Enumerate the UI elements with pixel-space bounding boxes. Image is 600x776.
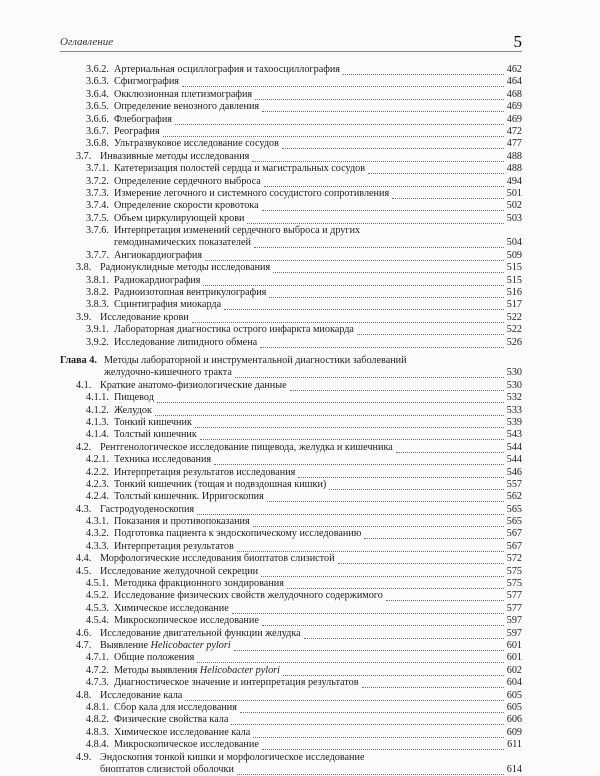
toc-entry-title: Толстый кишечник [114, 429, 197, 441]
toc-entry-title: Объем циркулирующей крови [114, 212, 245, 224]
toc-entry-page: 567 [506, 540, 522, 552]
toc-entry-page: 575 [506, 565, 522, 577]
toc-entry-page: 509 [506, 249, 522, 261]
toc-entry [0, 89, 600, 101]
toc-entry [0, 151, 600, 163]
toc-entry-title: Радионуклидные методы исследования [100, 262, 271, 274]
toc-entry-page: 577 [506, 590, 522, 602]
toc-leader-dots [205, 250, 504, 261]
toc-entry-number: 4.7. [76, 640, 92, 651]
toc-entry-number: 3.7.3. [86, 187, 109, 199]
toc-leader-dots [192, 312, 504, 323]
toc-entry [0, 690, 600, 702]
toc-entry-title: Исследование физических свойств желудочного содержимого [114, 590, 383, 602]
toc-leader-dots [304, 628, 504, 639]
toc-entry-number: 4.3.1. [86, 516, 109, 528]
toc-entry-page: 597 [506, 627, 522, 639]
toc-entry-page: 469 [506, 113, 522, 125]
toc-entry-number: 4.7.1. [86, 652, 109, 664]
toc-entry-page: 606 [506, 714, 522, 726]
toc-entry [0, 628, 600, 640]
toc-entry [0, 337, 600, 349]
toc-entry-title: Общие положения [114, 652, 195, 664]
toc-entry-number: 3.7.6. [86, 225, 109, 237]
toc-entry-title: Ангиокардиография [114, 249, 203, 261]
toc-entry-title: Диагностическое значение и интерпретация результатов [114, 677, 359, 689]
toc-leader-dots [224, 299, 504, 310]
toc-entry-page: 544 [506, 454, 522, 466]
toc-entry [0, 590, 600, 602]
header-rule [60, 51, 522, 52]
toc-entry [0, 454, 600, 466]
toc-entry-number: 4.7.2. [86, 664, 109, 676]
toc-leader-dots [264, 176, 504, 187]
toc-entry-page: 533 [506, 404, 522, 416]
toc-entry [0, 312, 600, 324]
toc-leader-dots [338, 553, 504, 564]
toc-entry-page: 557 [506, 478, 522, 490]
toc-entry-number: 4.5. [76, 565, 92, 577]
toc-entry-number: 3.6.4. [86, 88, 109, 100]
toc-entry-number: 4.7.3. [86, 677, 109, 689]
toc-entry-number: 4.9. [76, 751, 92, 763]
toc-entry-page: 494 [506, 175, 522, 187]
toc-leader-dots [175, 114, 504, 125]
toc-entry-number: 3.7.4. [86, 200, 109, 212]
toc-entry-number: 3.7. [76, 150, 92, 162]
toc-entry-page: 611 [507, 739, 522, 751]
toc-leader-dots [262, 739, 504, 750]
toc-leader-dots [368, 163, 504, 174]
toc-leader-dots [203, 275, 503, 286]
toc-entry-title: Сбор кала для исследования [114, 701, 237, 713]
toc-entry-number: 3.8.3. [86, 299, 109, 311]
toc-entry-number: 4.2.1. [86, 454, 109, 466]
toc-leader-dots [197, 652, 503, 663]
toc-entry-title: Подготовка пациента к эндоскопическому исследованию [114, 528, 362, 540]
toc-leader-dots [232, 603, 504, 614]
toc-entry [0, 652, 600, 664]
toc-leader-dots [200, 429, 504, 440]
toc-entry-number: 3.9. [76, 311, 92, 323]
toc-entry-title: Интерпретация изменений сердечного выброса и других [114, 225, 361, 237]
toc-entry-title: Катетеризация полостей сердца и магистральных сосудов [114, 163, 366, 175]
toc-entry-title: Гастродуоденоскопия [100, 503, 195, 515]
toc-entry-page: 604 [506, 677, 522, 689]
toc-entry-title: Химическое исследование кала [114, 726, 251, 738]
toc-entry-number: 4.2.3. [86, 478, 109, 490]
toc-entry [0, 64, 600, 76]
toc-entry-page: 577 [506, 602, 522, 614]
toc-entry [0, 677, 600, 689]
toc-entry-page: 469 [506, 101, 522, 113]
toc-leader-dots [253, 516, 504, 527]
toc-entry-title: Тонкий кишечник (тощая и подвздошная кишки) [114, 478, 327, 490]
toc-entry-title: Морфологические исследования биоптатов слизистой [100, 553, 335, 565]
toc-entry-page: 572 [506, 553, 522, 565]
toc-entry-page: 504 [506, 237, 522, 249]
toc-entry-title: Определение сердечного выброса [114, 175, 261, 187]
toc-entry-page: 462 [506, 64, 522, 75]
toc-entry-title-continuation: желудочно-кишечного тракта [104, 367, 232, 379]
toc-entry-title: Эндоскопия тонкой кишки и морфологическое исследование [100, 751, 365, 763]
toc-leader-dots [260, 337, 504, 348]
toc-leader-dots [157, 392, 504, 403]
toc-leader-dots [282, 138, 504, 149]
toc-entry-number: 4.1.3. [86, 416, 109, 428]
toc-entry [0, 528, 600, 540]
toc-entry-page: 515 [506, 274, 522, 286]
toc-entry-title: Химическое исследование [114, 602, 229, 614]
toc-entry-number: 4.1.4. [86, 429, 109, 441]
toc-entry-page: 544 [506, 441, 522, 453]
toc-entry-page: 605 [506, 689, 522, 701]
toc-entry-page: 472 [506, 125, 522, 137]
toc-entry-title: Определение венозного давления [114, 101, 260, 113]
toc-entry-title: Рентгенологическое исследование пищевода, желудка и кишечника [100, 441, 393, 453]
toc-entry [0, 467, 600, 479]
toc-entry-title: Исследование крови [100, 311, 189, 323]
toc-entry [0, 225, 600, 250]
toc-entry [0, 200, 600, 212]
toc-entry-title: Исследование двигательной функции желудка [100, 627, 301, 639]
toc-entry-page: 503 [506, 212, 522, 224]
toc-entry-number: 4.1.2. [86, 404, 109, 416]
toc-entry-number: 3.6.7. [86, 125, 109, 137]
toc-leader-dots [234, 640, 504, 651]
toc-entry-number: 4.3.2. [86, 528, 109, 540]
toc-entry-number: 4.1. [76, 379, 92, 391]
toc-entry-page: 575 [506, 578, 522, 590]
toc-entry [0, 262, 600, 274]
toc-entry-title: Интерпретация результатов исследования [114, 466, 296, 478]
toc-entry-number: 4.2.4. [86, 491, 109, 503]
toc-entry-number: 4.8.3. [86, 726, 109, 738]
toc-entry-title: Исследование желудочной секреции [100, 565, 259, 577]
toc-entry [0, 752, 600, 776]
toc-leader-dots [261, 566, 504, 577]
toc-leader-dots [329, 479, 503, 490]
toc-entry-title: Определение скорости кровотока [114, 200, 259, 212]
toc-leader-dots [195, 417, 504, 428]
toc-leader-dots [163, 126, 504, 137]
toc-leader-dots [262, 101, 504, 112]
toc-leader-dots [237, 541, 504, 552]
toc-entry-page: 488 [506, 150, 522, 162]
toc-leader-dots [182, 76, 504, 87]
toc-entry [0, 578, 600, 590]
toc-entry [0, 287, 600, 299]
toc-chapter [0, 355, 600, 380]
toc-entry-page: 565 [506, 516, 522, 528]
toc-leader-dots [273, 262, 504, 273]
toc-entry-page: 530 [506, 367, 522, 379]
toc-entry-title: Интерпретация результатов [114, 540, 234, 552]
toc-entry-title: Исследование липидного обмена [114, 336, 258, 348]
toc-entry-page: 602 [506, 664, 522, 676]
toc-entry-title: Флебография [114, 113, 172, 125]
toc-leader-dots [252, 151, 503, 162]
toc-leader-dots [231, 714, 503, 725]
toc-entry-number: 3.6.8. [86, 138, 109, 150]
toc-entry [0, 615, 600, 627]
toc-leader-dots [364, 528, 503, 539]
toc-entry [0, 275, 600, 287]
toc-entry [0, 516, 600, 528]
toc-entry-title: Микроскопическое исследование [114, 739, 259, 751]
toc-entry [0, 566, 600, 578]
toc-entry [0, 392, 600, 404]
toc-entry [0, 504, 600, 516]
toc-entry-number: 3.9.1. [86, 324, 109, 336]
toc-leader-dots [283, 665, 504, 676]
toc-entry-page: 597 [506, 615, 522, 627]
toc-entry-number: 4.5.2. [86, 590, 109, 602]
toc-leader-dots [214, 454, 504, 465]
toc-entry [0, 138, 600, 150]
toc-leader-dots [197, 504, 504, 515]
toc-entry-page: 502 [506, 200, 522, 212]
toc-entry [0, 163, 600, 175]
toc-entry [0, 126, 600, 138]
toc-entry-number: 4.8. [76, 689, 92, 701]
toc-entry [0, 479, 600, 491]
toc-entry-page: 477 [506, 138, 522, 150]
toc-entry-title: Артериальная осциллография и тахоосциллография [114, 64, 340, 75]
toc-entry-italic-title: Helicobacter pylori [150, 640, 231, 651]
toc-entry [0, 324, 600, 336]
toc-leader-dots [155, 405, 504, 416]
toc-leader-dots [269, 287, 503, 298]
toc-leader-dots [298, 467, 503, 478]
toc-entry-page: 605 [506, 701, 522, 713]
toc-entry-number: 4.2.2. [86, 466, 109, 478]
toc-leader-dots [386, 590, 504, 601]
toc-entry-page: 565 [506, 503, 522, 515]
toc-entry-title-continuation: биоптатов слизистой оболочки [100, 763, 234, 775]
toc-leader-dots [287, 578, 504, 589]
toc-entry-title: Показания и противопоказания [114, 516, 250, 528]
toc-entry-title: Ультразвуковое исследование сосудов [114, 138, 279, 150]
toc-entry-page: 516 [506, 287, 522, 299]
toc-entry-page: 614 [506, 763, 522, 775]
toc-leader-dots [254, 237, 504, 248]
toc-entry [0, 429, 600, 441]
toc-entry-title: Радиоизотопная вентрикулография [114, 287, 267, 299]
toc-leader-dots [237, 764, 504, 775]
toc-entry-italic-title: Helicobacter pylori [199, 664, 280, 676]
toc-entry [0, 188, 600, 200]
toc-entry-title: Пищевод [114, 392, 154, 404]
toc-leader-dots [396, 442, 504, 453]
toc-entry-number: 4.1.1. [86, 392, 109, 404]
toc-entry [0, 299, 600, 311]
toc-entry-number: 3.8.1. [86, 274, 109, 286]
toc-entry [0, 640, 600, 652]
toc-entry-number: 3.7.2. [86, 175, 109, 187]
toc-entry-number: 4.5.1. [86, 578, 109, 590]
toc-entry-title: Окклюзионная плетизмография [114, 88, 253, 100]
toc-entry-title: Техника исследования [114, 454, 212, 466]
toc-entry-number: 3.6.3. [86, 76, 109, 88]
toc-leader-dots [240, 702, 504, 713]
toc-entry-page: 543 [506, 429, 522, 441]
toc-entry [0, 714, 600, 726]
page-number: 5 [513, 32, 522, 51]
toc-entry [0, 114, 600, 126]
toc-entry-title: Методы лабораторной и инструментальной диагностики заболеваний [104, 355, 407, 366]
toc-entry-number: 3.8.2. [86, 287, 109, 299]
toc-leader-dots [262, 200, 504, 211]
toc-entry-page: 517 [506, 299, 522, 311]
toc-entry [0, 702, 600, 714]
table-of-contents [0, 64, 600, 776]
toc-entry [0, 553, 600, 565]
toc-entry-number: 4.5.3. [86, 602, 109, 614]
toc-entry-number: 4.5.4. [86, 615, 109, 627]
toc-entry-number: 4.8.1. [86, 701, 109, 713]
toc-entry-number: 4.6. [76, 627, 92, 639]
toc-entry-page: 562 [506, 491, 522, 503]
toc-entry-number: 3.6.5. [86, 101, 109, 113]
toc-leader-dots [357, 324, 504, 335]
toc-entry-number: 3.7.1. [86, 163, 109, 175]
toc-entry-title: Толстый кишечник. Ирригоскопия [114, 491, 264, 503]
toc-entry-page: 522 [506, 324, 522, 336]
toc-entry-number: 3.7.7. [86, 249, 109, 261]
toc-entry [0, 101, 600, 113]
toc-entry-title: Инвазивные методы исследования [100, 150, 250, 162]
toc-entry-title: Краткие анатомо-физиологические данные [100, 379, 287, 391]
toc-entry [0, 380, 600, 392]
toc-entry-page: 501 [506, 187, 522, 199]
toc-leader-dots [253, 727, 503, 738]
toc-entry-page: 464 [506, 76, 522, 88]
toc-entry-number: 3.6.6. [86, 113, 109, 125]
toc-entry-title: Физические свойства кала [114, 714, 229, 726]
toc-leader-dots [343, 64, 504, 75]
toc-entry [0, 176, 600, 188]
toc-entry-number: 4.3. [76, 503, 92, 515]
toc-entry-page: 546 [506, 466, 522, 478]
toc-entry-page: 515 [506, 262, 522, 274]
toc-entry-number: 4.8.2. [86, 714, 109, 726]
header-title: Оглавление [60, 36, 114, 48]
toc-entry-page: 522 [506, 311, 522, 323]
toc-entry [0, 665, 600, 677]
toc-entry-page: 601 [506, 652, 522, 664]
toc-entry-number: 4.8.4. [86, 739, 109, 751]
toc-entry-title: Методика фракционного зондирования [114, 578, 284, 590]
toc-leader-dots [262, 615, 504, 626]
toc-entry-title: Сфигмография [114, 76, 179, 88]
toc-entry-number: 4.2. [76, 441, 92, 453]
toc-entry-page: 468 [506, 88, 522, 100]
toc-entry-page: 567 [506, 528, 522, 540]
toc-entry-page: 609 [506, 726, 522, 738]
toc-entry-number: 3.7.5. [86, 212, 109, 224]
toc-entry-title: Тонкий кишечник [114, 416, 192, 428]
toc-entry [0, 250, 600, 262]
toc-leader-dots [235, 367, 504, 378]
toc-entry-page: 539 [506, 416, 522, 428]
toc-entry-title: Исследование кала [100, 689, 183, 701]
toc-entry [0, 76, 600, 88]
toc-entry-number: 4.4. [76, 553, 92, 565]
toc-entry [0, 405, 600, 417]
toc-leader-dots [290, 380, 504, 391]
toc-entry-title: Выявление Helicobacter pylori [100, 640, 231, 651]
toc-entry-title: Лабораторная диагностика острого инфаркта миокарда [114, 324, 354, 336]
toc-leader-dots [255, 89, 504, 100]
toc-entry-title: Реография [114, 125, 160, 137]
toc-entry-title: Методы выявления Helicobacter pylori [114, 664, 280, 676]
toc-entry-number: 4.3.3. [86, 540, 109, 552]
toc-entry-number: 3.8. [76, 262, 92, 274]
toc-leader-dots [247, 213, 503, 224]
toc-entry [0, 603, 600, 615]
toc-entry [0, 541, 600, 553]
toc-entry-title: Радиокардиография [114, 274, 201, 286]
toc-entry-page: 488 [506, 163, 522, 175]
toc-entry [0, 727, 600, 739]
toc-entry-title: Измерение легочного и системного сосудистого сопротивления [114, 187, 390, 199]
toc-entry-page: 532 [506, 392, 522, 404]
toc-entry [0, 213, 600, 225]
toc-entry [0, 417, 600, 429]
toc-entry-title: Сцинтиграфия миокарда [114, 299, 222, 311]
toc-entry-title: Желудок [114, 404, 152, 416]
toc-entry-page: 526 [506, 336, 522, 348]
toc-entry [0, 491, 600, 503]
toc-entry-number: 3.9.2. [86, 336, 109, 348]
toc-entry-number: Глава 4. [60, 355, 97, 366]
toc-entry [0, 442, 600, 454]
toc-entry-title-continuation: гемодинамических показателей [114, 237, 251, 249]
toc-leader-dots [362, 677, 504, 688]
toc-entry-page: 601 [506, 640, 522, 651]
toc-entry-title: Микроскопическое исследование [114, 615, 259, 627]
toc-leader-dots [185, 690, 503, 701]
toc-entry-page: 530 [506, 379, 522, 391]
toc-leader-dots [392, 188, 504, 199]
toc-leader-dots [267, 491, 504, 502]
toc-entry-number: 3.6.2. [86, 64, 109, 75]
